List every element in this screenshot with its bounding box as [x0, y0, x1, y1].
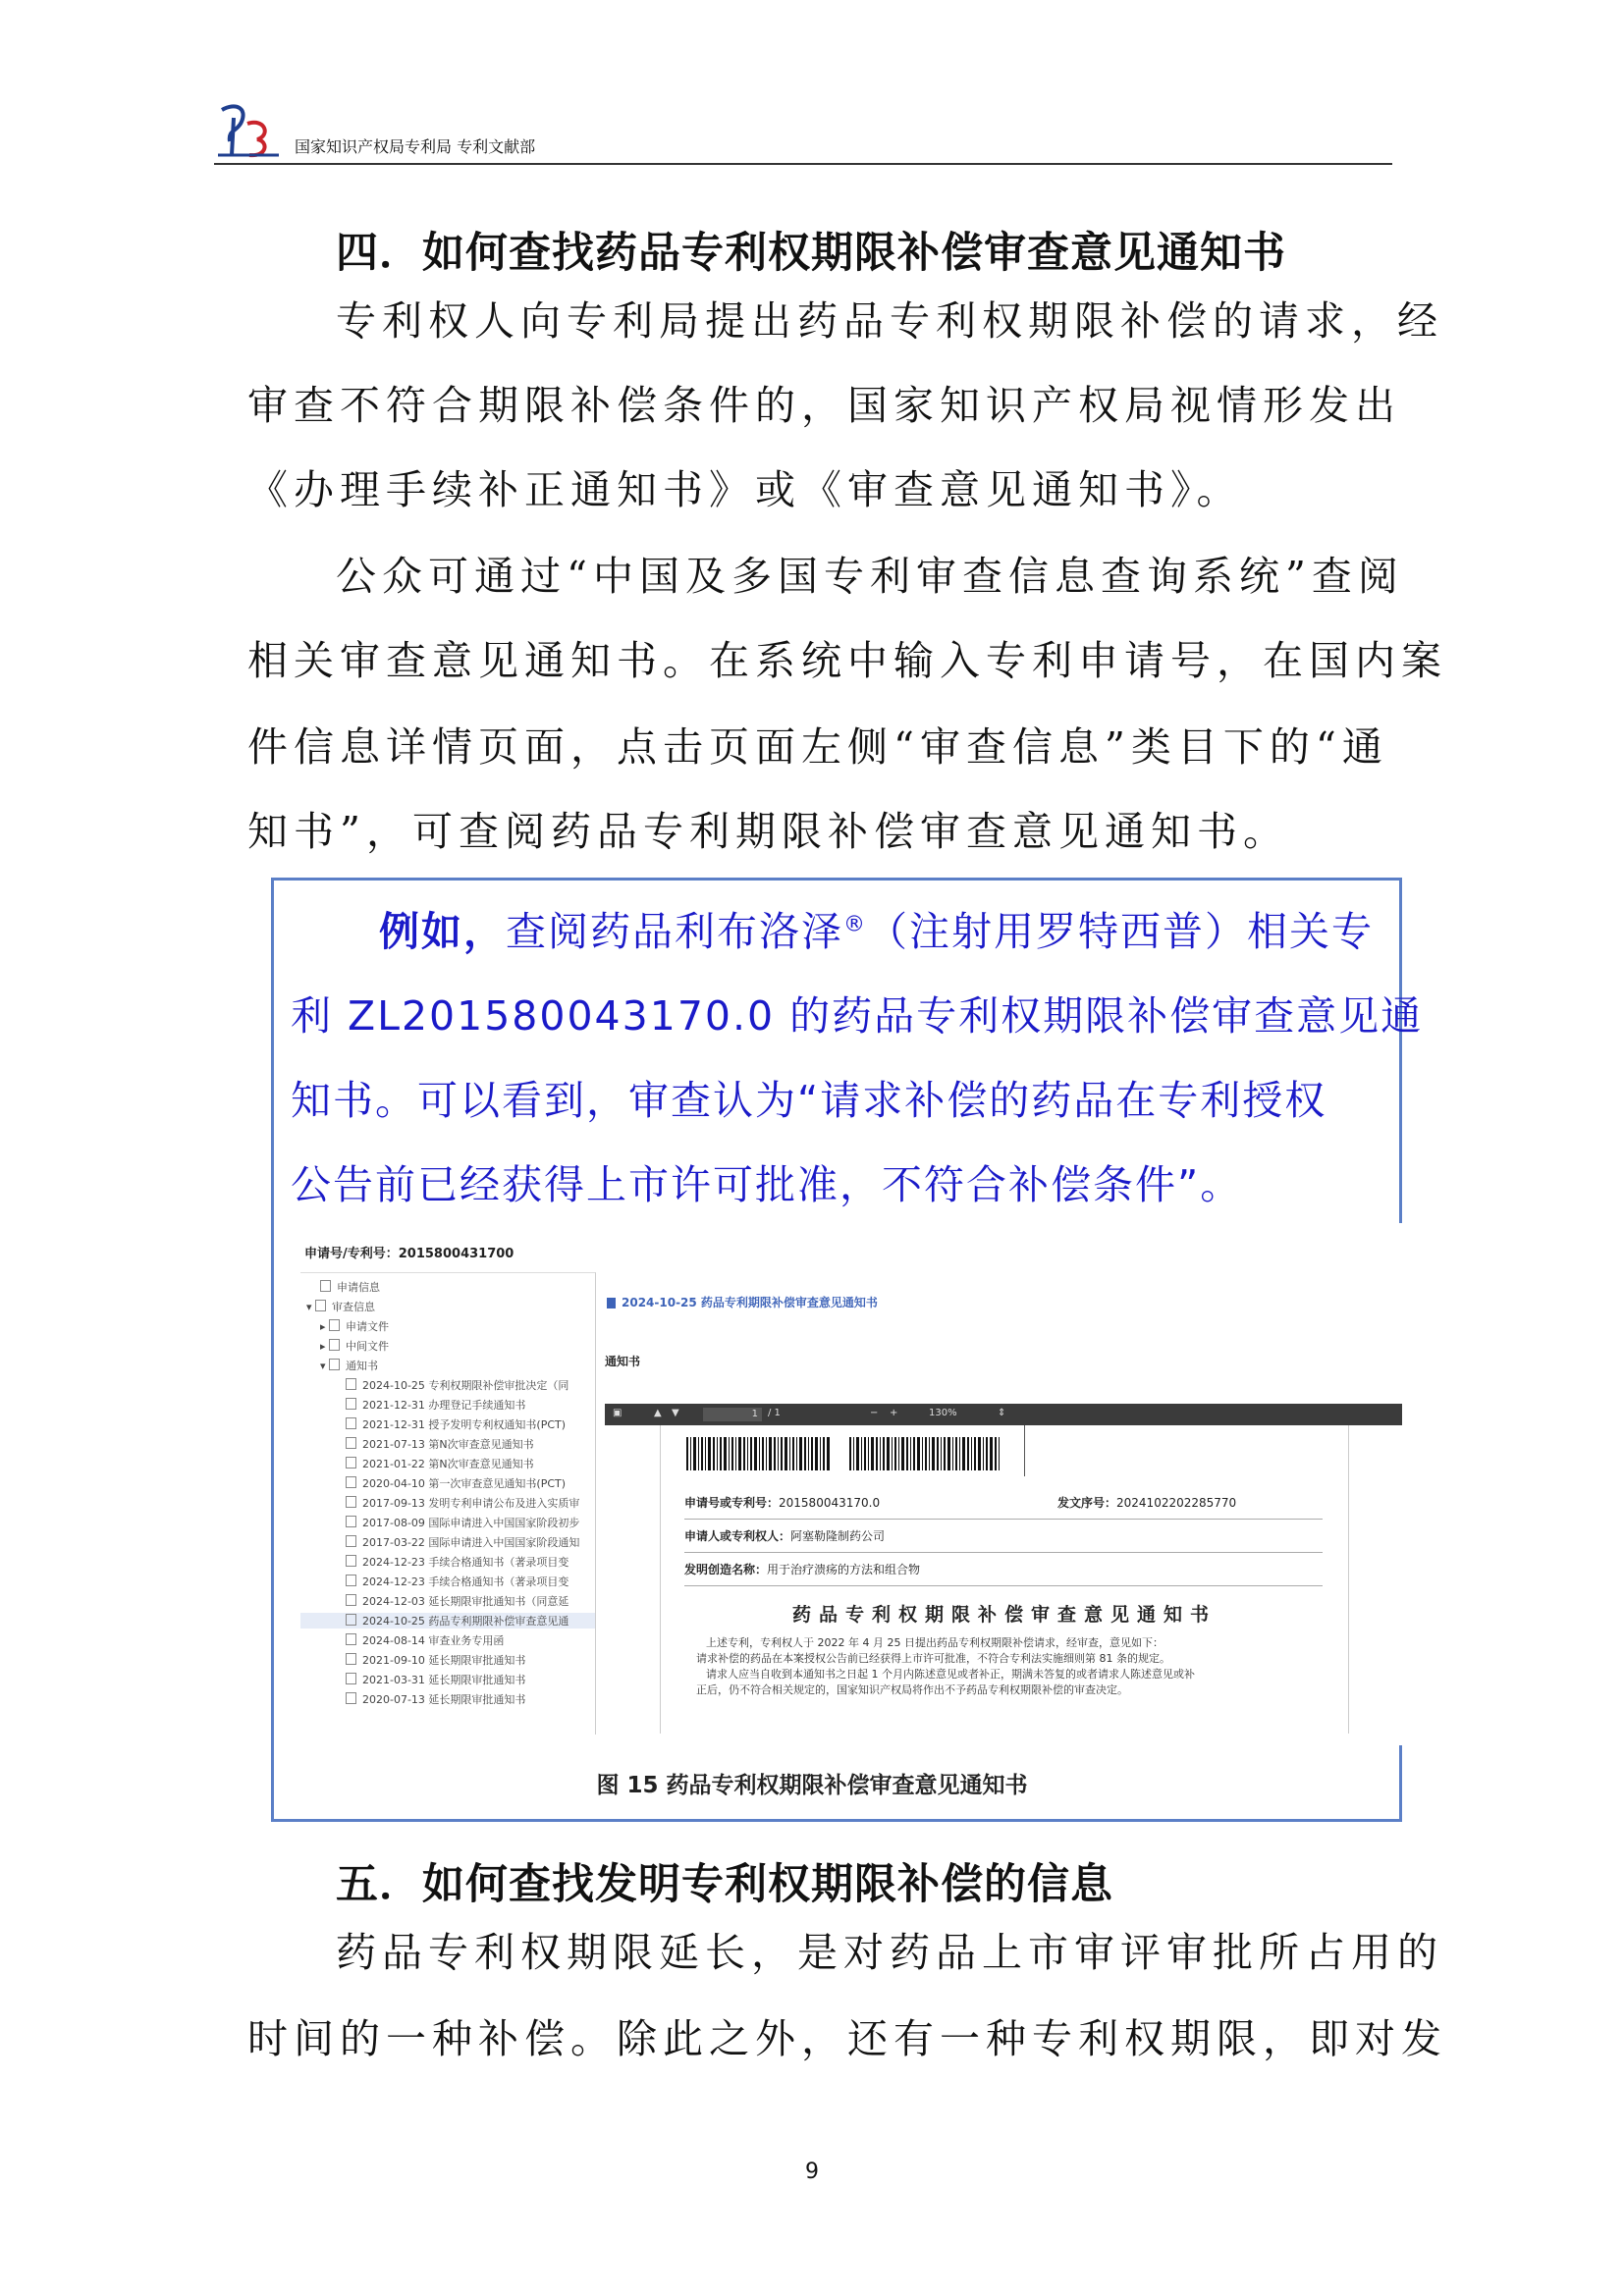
tree-item[interactable]: 2021-07-13 第N次审查意见通知书 [346, 1436, 534, 1452]
example-lead: 例如， [379, 908, 506, 955]
paragraph-line: 药品专利权期限延长，是对药品上市审评审批所占用的 [336, 1929, 1443, 1976]
folder-icon [329, 1339, 340, 1351]
doc-icon [346, 1614, 356, 1626]
paragraph-line: 知书”，可查阅药品专利期限补偿审查意见通知书。 [247, 808, 1289, 855]
paragraph-line: 公众可通过“中国及多国专利审查信息查询系统”查阅 [336, 553, 1404, 600]
app-number-label: 申请号/专利号：2015800431700 [304, 1247, 514, 1261]
doc-icon [320, 1280, 331, 1292]
paragraph-line: 件信息详情页面，点击页面左侧“审查信息”类目下的“通 [247, 723, 1388, 771]
divider [1024, 1425, 1025, 1476]
tree-item[interactable]: 2021-01-22 第N次审查意见通知书 [346, 1456, 534, 1471]
tree-item[interactable]: 2017-09-13 发明专利申请公布及进入实质审 [346, 1495, 579, 1511]
pdf-page [660, 1425, 1349, 1734]
doc-icon [346, 1692, 356, 1704]
tree-item[interactable]: ▸ 申请文件 [320, 1320, 390, 1333]
tree-item[interactable]: 2024-08-14 审查业务专用函 [346, 1632, 504, 1648]
tree-item[interactable]: 2017-03-22 国际申请进入中国国家阶段通知 [346, 1534, 579, 1550]
invention-row: 发明创造名称：用于治疗溃疡的方法和组合物 [684, 1561, 1323, 1586]
page-header [214, 102, 283, 161]
tree-item[interactable]: 2024-10-25 专利权期限补偿审批决定（同 [346, 1377, 568, 1393]
tree-item[interactable]: 2024-12-03 延长期限审批通知书（同意延 [346, 1593, 568, 1609]
tree-item[interactable]: ▾ 通知书 [320, 1360, 379, 1372]
prev-page-icon[interactable]: ▲ [654, 1408, 662, 1418]
tree-item[interactable]: 2024-12-23 手续合格通知书（著录项目变 [346, 1574, 568, 1589]
document-title[interactable]: 2024-10-25 药品专利期限补偿审查意见通知书 [607, 1294, 878, 1310]
pdf-toolbar [605, 1404, 1402, 1425]
folder-icon [329, 1319, 340, 1331]
doc-icon [346, 1457, 356, 1468]
sidebar-toggle-icon[interactable]: ▣ [613, 1408, 623, 1418]
tree-item-selected[interactable]: 2024-10-25 药品专利期限补偿审查意见通 [300, 1613, 595, 1629]
doc-icon [346, 1417, 356, 1429]
next-page-icon[interactable]: ▼ [672, 1408, 679, 1418]
paragraph-line: 审查不符合期限补偿条件的，国家知识产权局视情形发出 [247, 382, 1401, 429]
page-number: 9 [805, 2160, 819, 2184]
section-4-heading: 四．如何查找药品专利权期限补偿审查意见通知书 [336, 229, 1286, 278]
paragraph-line: 《办理手续补正通知书》或《审查意见通知书》。 [247, 466, 1243, 513]
header-org: 国家知识产权局专利局 专利文献部 [295, 136, 536, 156]
example-line-2: 利 ZL201580043170.0 的药品专利权期限补偿审查意见通 [291, 992, 1424, 1040]
page-total: / 1 [768, 1408, 781, 1418]
notice-body-line: 请求人应当自收到本通知书之日起 1 个月内陈述意见或者补正，期满未答复的或者请求人陈述意见或补 [706, 1668, 1195, 1681]
applicant-row: 申请人或专利权人：阿塞勒隆制药公司 [684, 1527, 1323, 1553]
doc-icon [346, 1653, 356, 1665]
doc-icon [346, 1575, 356, 1586]
doc-icon [346, 1378, 356, 1390]
doc-icon [346, 1555, 356, 1567]
example-line-4: 公告前已经获得上市许可批准，不符合补偿条件”。 [291, 1161, 1243, 1208]
tree-item[interactable]: 2021-03-31 延长期限审批通知书 [346, 1672, 525, 1687]
document-subtitle: 通知书 [605, 1355, 641, 1368]
tree-item[interactable]: 2021-12-31 授予发明专利权通知书(PCT) [346, 1416, 566, 1432]
document-viewer [605, 1272, 1402, 1734]
page-input[interactable]: 1 [703, 1408, 762, 1421]
notice-title: 药品专利权期限补偿审查意见通知书 [791, 1604, 1217, 1626]
section-5-heading: 五．如何查找发明专利权期限补偿的信息 [336, 1860, 1113, 1909]
tree-item[interactable]: 2017-08-09 国际申请进入中国国家阶段初步 [346, 1515, 579, 1530]
folder-icon [315, 1300, 326, 1311]
doc-icon [346, 1437, 356, 1449]
file-icon [607, 1298, 616, 1308]
example-line-1: 例如，查阅药品利布洛泽®（注射用罗特西普）相关专 [379, 908, 1374, 955]
tree-item[interactable]: ▸ 中间文件 [320, 1340, 390, 1353]
tree-item[interactable]: 2020-04-10 第一次审查意见通知书(PCT) [346, 1475, 566, 1491]
paragraph-line: 相关审查意见通知书。在系统中输入专利申请号，在国内案 [247, 637, 1447, 684]
logo-icon [214, 102, 283, 161]
app-number-row: 申请号或专利号：201580043170.0 发文序号：2024102202285770 [684, 1494, 1323, 1520]
doc-icon [346, 1673, 356, 1684]
case-tree [300, 1272, 596, 1735]
zoom-out-icon[interactable]: − [870, 1408, 879, 1418]
tree-item[interactable]: ▾ 审查信息 [306, 1301, 376, 1313]
tree-item[interactable]: 2021-12-31 办理登记手续通知书 [346, 1397, 525, 1413]
notice-body-line: 请求补偿的药品在本案授权公告前已经获得上市许可批准，不符合专利法实施细则第 81 条的规定。 [696, 1652, 1170, 1665]
tree-item[interactable]: 2021-09-10 延长期限审批通知书 [346, 1652, 525, 1668]
doc-icon [346, 1398, 356, 1410]
example-line-3: 知书。可以看到，审查认为“请求补偿的药品在专利授权 [291, 1077, 1327, 1124]
tree-item[interactable]: 2020-07-13 延长期限审批通知书 [346, 1691, 525, 1707]
zoom-select[interactable]: 130% [929, 1408, 957, 1418]
paragraph-line: 专利权人向专利局提出药品专利权期限补偿的请求，经 [336, 297, 1443, 345]
doc-icon [346, 1516, 356, 1527]
doc-icon [346, 1476, 356, 1488]
chevron-down-icon: ⇕ [998, 1408, 1006, 1418]
embedded-screenshot [291, 1223, 1410, 1745]
notice-body-line: 正后，仍不符合相关规定的，国家知识产权局将作出不予药品专利权期限补偿的审查决定。 [696, 1683, 1128, 1696]
tree-item[interactable]: 申请信息 [320, 1279, 380, 1295]
figure-caption: 图 15 药品专利权期限补偿审查意见通知书 [596, 1773, 1028, 1798]
header-divider [214, 163, 1392, 165]
barcode-icon [847, 1435, 1004, 1472]
paragraph-line: 时间的一种补偿。除此之外，还有一种专利权期限，即对发 [247, 2015, 1447, 2062]
doc-icon [346, 1496, 356, 1508]
notice-body-line: 上述专利，专利权人于 2022 年 4 月 25 日提出药品专利权期限补偿请求，经审查，意见如下： [706, 1636, 1164, 1649]
doc-icon [346, 1594, 356, 1606]
folder-icon [329, 1359, 340, 1370]
barcode-icon [684, 1435, 832, 1472]
zoom-in-icon[interactable]: + [890, 1408, 898, 1418]
doc-icon [346, 1535, 356, 1547]
tree-item[interactable]: 2024-12-23 手续合格通知书（著录项目变 [346, 1554, 568, 1570]
registered-mark: ® [843, 912, 867, 937]
doc-icon [346, 1633, 356, 1645]
